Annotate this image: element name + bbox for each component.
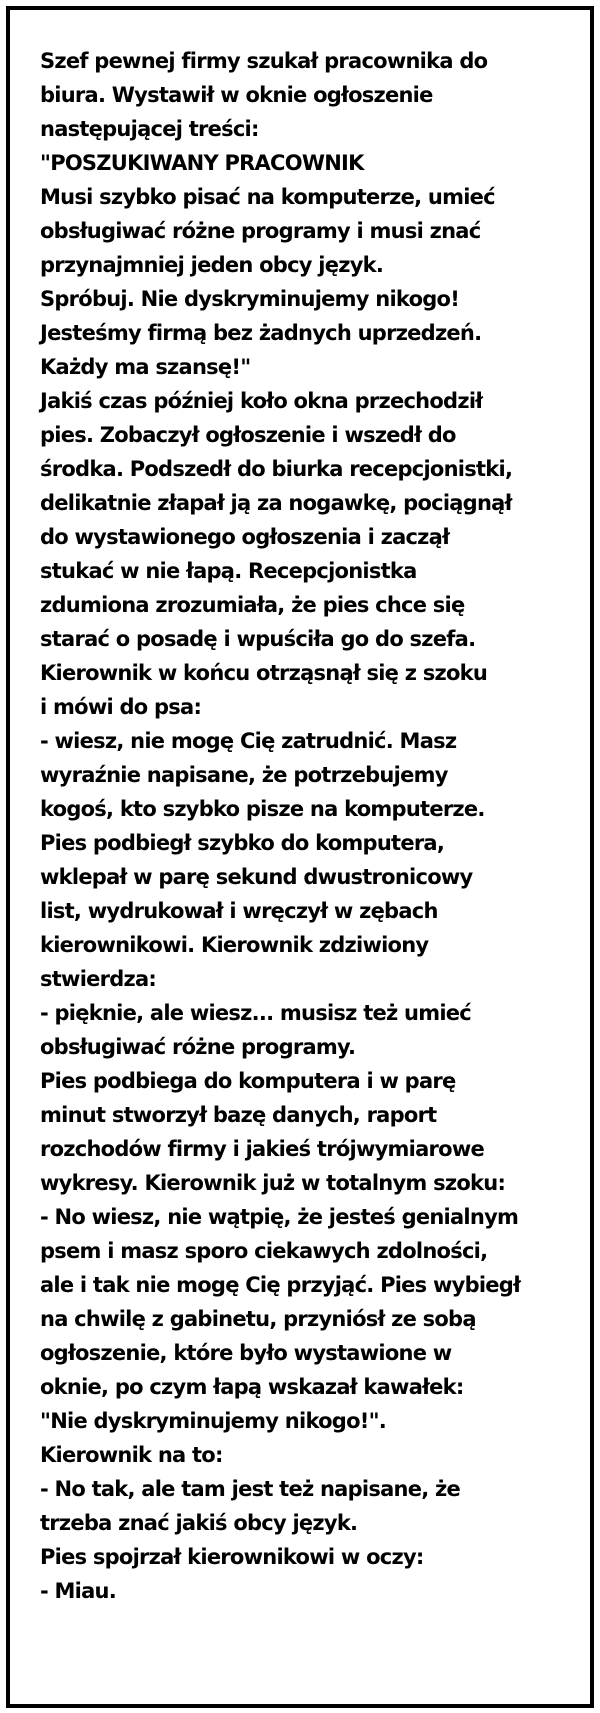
story-line: Szef pewnej firmy szukał pracownika do: [40, 49, 488, 73]
story-line: obsługiwać różne programy.: [40, 1035, 356, 1059]
story-line: stukać w nie łapą. Recepcjonistka: [40, 559, 417, 583]
story-line: starać o posadę i wpuściła go do szefa.: [40, 627, 476, 651]
story-line: trzeba znać jakiś obcy język.: [40, 1511, 358, 1535]
story-frame: [6, 6, 594, 1708]
story-line: stwierdza:: [40, 967, 157, 991]
story-line: minut stworzył bazę danych, raport: [40, 1103, 437, 1127]
story-line: Musi szybko pisać na komputerze, umieć: [40, 185, 495, 209]
story-line: biura. Wystawił w oknie ogłoszenie: [40, 83, 433, 107]
story-line: Jesteśmy firmą bez żadnych uprzedzeń.: [40, 321, 482, 345]
story-line: Pies podbiega do komputera i w parę: [40, 1069, 456, 1093]
story-line: Spróbuj. Nie dyskryminujemy nikogo!: [40, 287, 460, 311]
story-line: - No wiesz, nie wątpię, że jesteś genialnym: [40, 1205, 519, 1229]
story-line: przynajmniej jeden obcy język.: [40, 253, 384, 277]
story-line: do wystawionego ogłoszenia i zaczął: [40, 525, 450, 549]
story-line: rozchodów firmy i jakieś trójwymiarowe: [40, 1137, 484, 1161]
story-line: pies. Zobaczył ogłoszenie i wszedł do: [40, 423, 456, 447]
story-line: ale i tak nie mogę Cię przyjąć. Pies wybiegł: [40, 1273, 521, 1297]
story-line: - pięknie, ale wiesz... musisz też umieć: [40, 1001, 471, 1025]
story-line: Pies podbiegł szybko do komputera,: [40, 831, 445, 855]
story-line: kierownikowi. Kierownik zdziwiony: [40, 933, 429, 957]
story-line: - No tak, ale tam jest też napisane, że: [40, 1477, 460, 1501]
story-line: Jakiś czas później koło okna przechodził: [40, 389, 483, 413]
story-line: - Miau.: [40, 1579, 116, 1603]
story-line: zdumiona zrozumiała, że pies chce się: [40, 593, 465, 617]
story-line: Kierownik na to:: [40, 1443, 223, 1467]
story-line: list, wydrukował i wręczył w zębach: [40, 899, 438, 923]
story-line: delikatnie złapał ją za nogawkę, pociągnął: [40, 491, 512, 515]
story-line: następującej treści:: [40, 117, 259, 141]
story-line: - wiesz, nie mogę Cię zatrudnić. Masz: [40, 729, 457, 753]
story-line: "POSZUKIWANY PRACOWNIK: [40, 151, 364, 175]
story-line: Pies spojrzał kierownikowi w oczy:: [40, 1545, 424, 1569]
story-line: kogoś, kto szybko pisze na komputerze.: [40, 797, 485, 821]
story-line: ogłoszenie, które było wystawione w: [40, 1341, 452, 1365]
story-line: i mówi do psa:: [40, 695, 202, 719]
story-line: wykresy. Kierownik już w totalnym szoku:: [40, 1171, 506, 1195]
story-line: Każdy ma szansę!": [40, 355, 251, 379]
story-line: wklepał w parę sekund dwustronicowy: [40, 865, 473, 889]
story-line: środka. Podszedł do biurka recepcjonistki,: [40, 457, 513, 481]
story-line: psem i masz sporo ciekawych zdolności,: [40, 1239, 488, 1263]
story-line: oknie, po czym łapą wskazał kawałek:: [40, 1375, 464, 1399]
story-line: obsługiwać różne programy i musi znać: [40, 219, 481, 243]
story-line: "Nie dyskryminujemy nikogo!".: [40, 1409, 386, 1433]
story-line: wyraźnie napisane, że potrzebujemy: [40, 763, 448, 787]
story-text: [40, 44, 580, 1608]
story-line: na chwilę z gabinetu, przyniósł ze sobą: [40, 1307, 476, 1331]
story-line: Kierownik w końcu otrząsnął się z szoku: [40, 661, 488, 685]
